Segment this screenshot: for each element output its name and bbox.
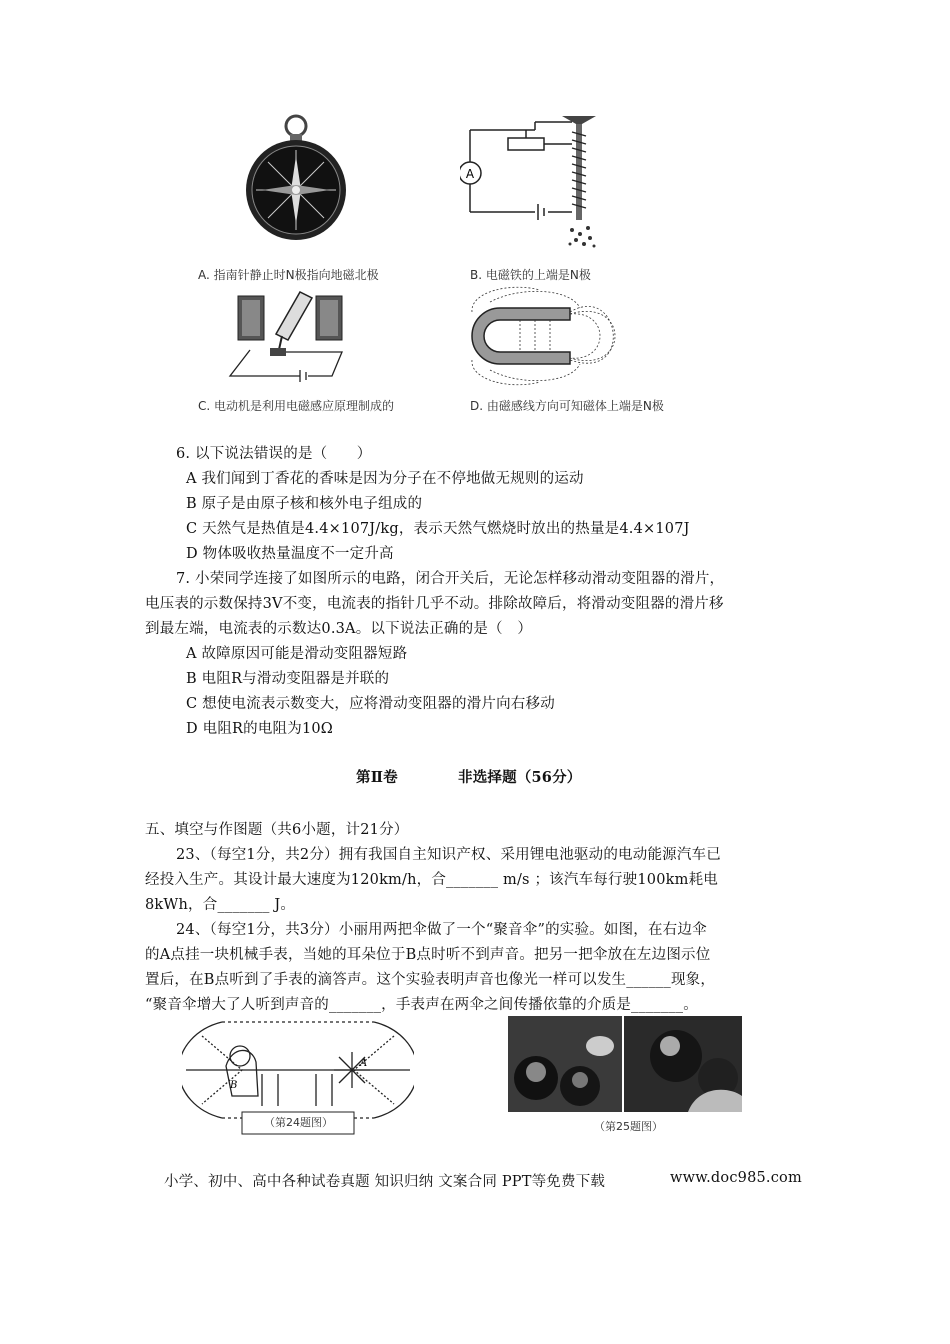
q6-option-b: B 原子是由原子核和核外电子组成的 bbox=[186, 496, 423, 512]
section-2-title: 非选择题（56分） bbox=[458, 769, 582, 786]
section-2-part: 第Ⅱ卷 bbox=[356, 769, 398, 786]
q24-line-4: “聚音伞增大了人听到声音的_______，手表声在两伞之间传播依靠的介质是_______。 bbox=[145, 997, 698, 1013]
figure-a-caption: A. 指南针静止时N极指向地磁北极 bbox=[198, 268, 379, 282]
figure-24-umbrellas bbox=[182, 1016, 414, 1138]
q7-option-c: C 想使电流表示数变大，应将滑动变阻器的滑片向右移动 bbox=[186, 696, 555, 712]
q24-line-1: 24、（每空1分，共3分）小丽用两把伞做了一个“聚音伞”的实验。如图，在右边伞 bbox=[176, 922, 707, 938]
q6-option-c: C 天然气是热值是4.4×107J/kg，表示天然气燃烧时放出的热量是4.4×107J bbox=[186, 521, 690, 537]
q7-stem-line-1: 7. 小荣同学连接了如图所示的电路，闭合开关后，无论怎样移动滑动变阻器的滑片， bbox=[176, 571, 725, 587]
q6-option-d: D 物体吸收热量温度不一定升高 bbox=[186, 546, 394, 562]
point-a-label: A bbox=[360, 1058, 368, 1069]
q6-stem: 6. 以下说法错误的是（ ） bbox=[176, 446, 372, 462]
figure-25-caption: （第25题图） bbox=[594, 1120, 663, 1133]
q7-stem-line-3: 到最左端，电流表的示数达0.3A。以下说法正确的是（ ） bbox=[145, 621, 533, 637]
q7-stem-line-2: 电压表的示数保持3V不变，电流表的指针几乎不动。排除故障后，将滑动变阻器的滑片移 bbox=[145, 596, 724, 612]
ammeter-label: A bbox=[465, 167, 475, 181]
q23-line-1: 23、（每空1分，共2分）拥有我国自主知识产权、采用锂电池驱动的电动能源汽车已 bbox=[176, 847, 721, 863]
figure-25-photos bbox=[508, 1016, 742, 1138]
q24-line-3: 置后，在B点听到了手表的滴答声。这个实验表明声音也像光一样可以发生______现象， bbox=[145, 972, 716, 988]
figure-a-compass bbox=[240, 110, 350, 245]
figure-c-motor bbox=[220, 282, 360, 390]
q7-option-b: B 电阻R与滑动变阻器是并联的 bbox=[186, 671, 390, 687]
footer-text: 小学、初中、高中各种试卷真题 知识归纳 文案合同 PPT等免费下载 bbox=[164, 1174, 606, 1190]
figure-d-magnetic-field bbox=[460, 282, 630, 390]
section-5-heading: 五、填空与作图题（共6小题，计21分） bbox=[145, 822, 409, 838]
figure-24-caption: （第24题图） bbox=[264, 1116, 333, 1129]
q23-line-2: 经投入生产。其设计最大速度为120km/h，合_______ m/s ；该汽车每行驶100km耗电 bbox=[145, 872, 718, 888]
q7-option-d: D 电阻R的电阻为10Ω bbox=[186, 721, 334, 737]
q24-line-2: 的A点挂一块机械手表，当她的耳朵位于B点时听不到声音。把另一把伞放在左边图示位 bbox=[145, 947, 711, 963]
point-b-label: B bbox=[230, 1080, 238, 1091]
figure-d-caption: D. 由磁感线方向可知磁体上端是N极 bbox=[470, 399, 664, 413]
q6-option-a: A 我们闻到丁香花的香味是因为分子在不停地做无规则的运动 bbox=[186, 471, 584, 487]
figure-b-electromagnet-circuit bbox=[460, 112, 610, 262]
q7-option-a: A 故障原因可能是滑动变阻器短路 bbox=[186, 646, 408, 662]
footer-url[interactable]: www.doc985.com bbox=[670, 1170, 802, 1186]
compass-icon bbox=[240, 110, 350, 245]
figure-c-caption: C. 电动机是利用电磁感应原理制成的 bbox=[198, 399, 395, 413]
figure-b-caption: B. 电磁铁的上端是N极 bbox=[470, 268, 591, 282]
q23-line-3: 8kWh，合_______ J。 bbox=[145, 897, 296, 913]
